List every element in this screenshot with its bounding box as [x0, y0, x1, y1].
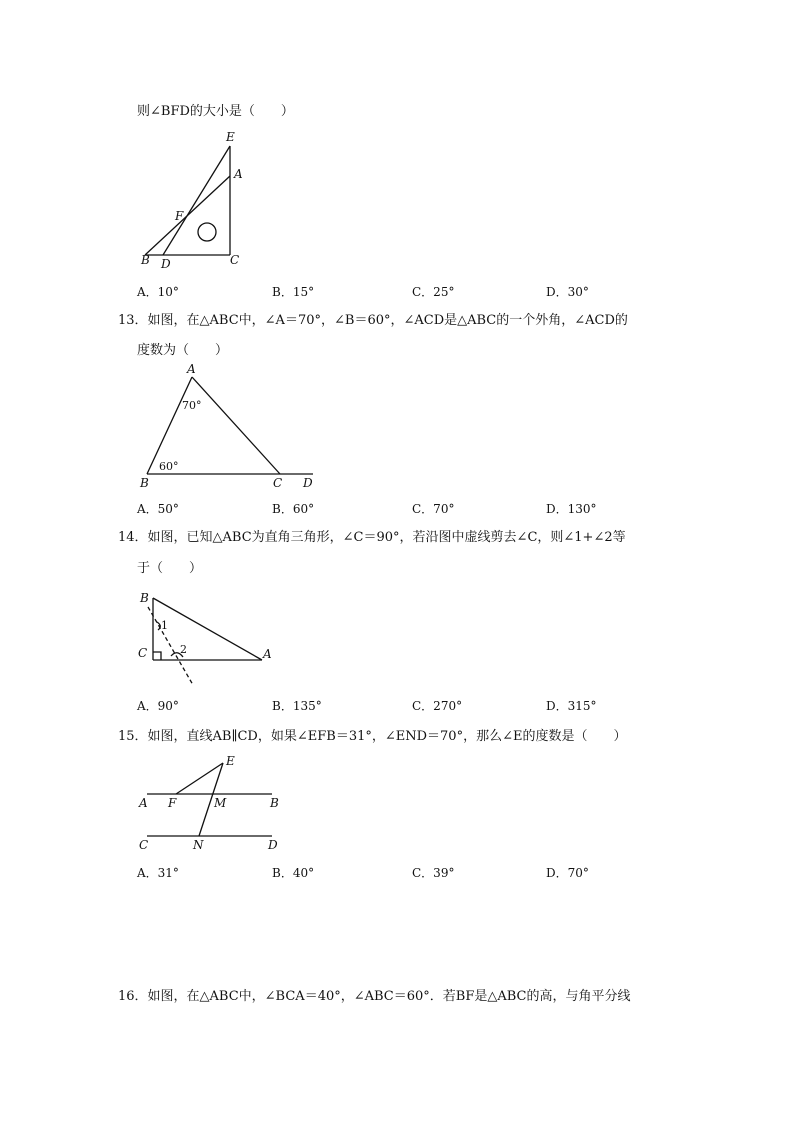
q14-option-b[interactable]: B．135°: [272, 699, 322, 713]
q12-triangle-figure: [135, 128, 255, 273]
q15-option-a[interactable]: A．31°: [137, 866, 179, 880]
q15-option-c[interactable]: C．39°: [412, 866, 455, 880]
q13-triangle-figure: [135, 362, 325, 492]
q14-right-angle-mark: [153, 652, 161, 660]
q12-option-c[interactable]: C．25°: [412, 285, 455, 299]
q14-angle1-label: 1: [161, 619, 168, 632]
q12-label-e: E: [226, 130, 235, 144]
q14-label-b: B: [140, 591, 149, 605]
q15-option-b[interactable]: B．40°: [272, 866, 315, 880]
q13-angle-a: 70°: [182, 399, 202, 412]
q15-label-f: F: [168, 796, 177, 810]
q12-stem: 则∠BFD的大小是（ ）: [137, 104, 294, 119]
q13-option-b[interactable]: B．60°: [272, 502, 315, 516]
q13-label-c: C: [273, 476, 283, 490]
q12-label-b: B: [141, 253, 150, 267]
q15-label-n: N: [193, 838, 204, 852]
q14-label-c: C: [138, 646, 148, 660]
q14-option-d[interactable]: D．315°: [546, 699, 597, 713]
q14-option-c[interactable]: C．270°: [412, 699, 463, 713]
q13-option-a[interactable]: A．50°: [137, 502, 179, 516]
q12-option-d[interactable]: D．30°: [546, 285, 589, 299]
q12-label-a: A: [234, 167, 243, 181]
q12-option-a[interactable]: A．10°: [137, 285, 179, 299]
q15-label-d: D: [268, 838, 278, 852]
q15-label-a: A: [139, 796, 148, 810]
q14-segment-ba: [153, 598, 262, 660]
q12-circle-hole: [198, 223, 216, 241]
q14-option-a[interactable]: A．90°: [137, 699, 179, 713]
q15-option-d[interactable]: D．70°: [546, 866, 589, 880]
q13-stem-line2: 度数为（ ）: [137, 343, 229, 358]
q12-segment-ba: [145, 176, 230, 255]
q14-stem-line2: 于（ ）: [137, 561, 203, 576]
q15-label-b: B: [270, 796, 279, 810]
q12-label-c: C: [230, 253, 240, 267]
q13-stem-line1: 13．如图，在△ABC中，∠A＝70°，∠B＝60°，∠ACD是△ABC的一个外角，∠ACD的: [118, 313, 628, 328]
q13-label-a: A: [187, 362, 196, 376]
q15-stem: 15．如图，直线AB∥CD，如果∠EFB＝31°，∠END＝70°，那么∠E的度数是（ ）: [118, 729, 627, 744]
q13-label-b: B: [140, 476, 149, 490]
q12-label-f: F: [175, 209, 184, 223]
q12-segment-ed: [163, 146, 230, 255]
q13-angle-b: 60°: [159, 460, 179, 473]
q15-segment-fe: [176, 763, 223, 794]
q14-triangle-figure: [135, 585, 280, 690]
q14-stem-line1: 14．如图，已知△ABC为直角三角形，∠C＝90°，若沿图中虚线剪去∠C，则∠1+∠2等: [118, 530, 626, 545]
q16-stem: 16．如图，在△ABC中，∠BCA＝40°，∠ABC＝60°．若BF是△ABC的高，与角平分线: [118, 989, 631, 1004]
q15-parallel-lines-figure: [135, 750, 285, 855]
q14-label-a: A: [263, 647, 272, 661]
q13-label-d: D: [303, 476, 313, 490]
q14-angle2-label: 2: [180, 643, 187, 656]
q12-label-d: D: [161, 257, 171, 271]
q13-option-d[interactable]: D．130°: [546, 502, 597, 516]
q15-label-c: C: [139, 838, 149, 852]
q13-option-c[interactable]: C．70°: [412, 502, 455, 516]
q12-option-b[interactable]: B．15°: [272, 285, 315, 299]
q13-segment-ac: [192, 377, 280, 474]
q15-label-e: E: [226, 754, 235, 768]
q15-label-m: M: [214, 796, 227, 810]
